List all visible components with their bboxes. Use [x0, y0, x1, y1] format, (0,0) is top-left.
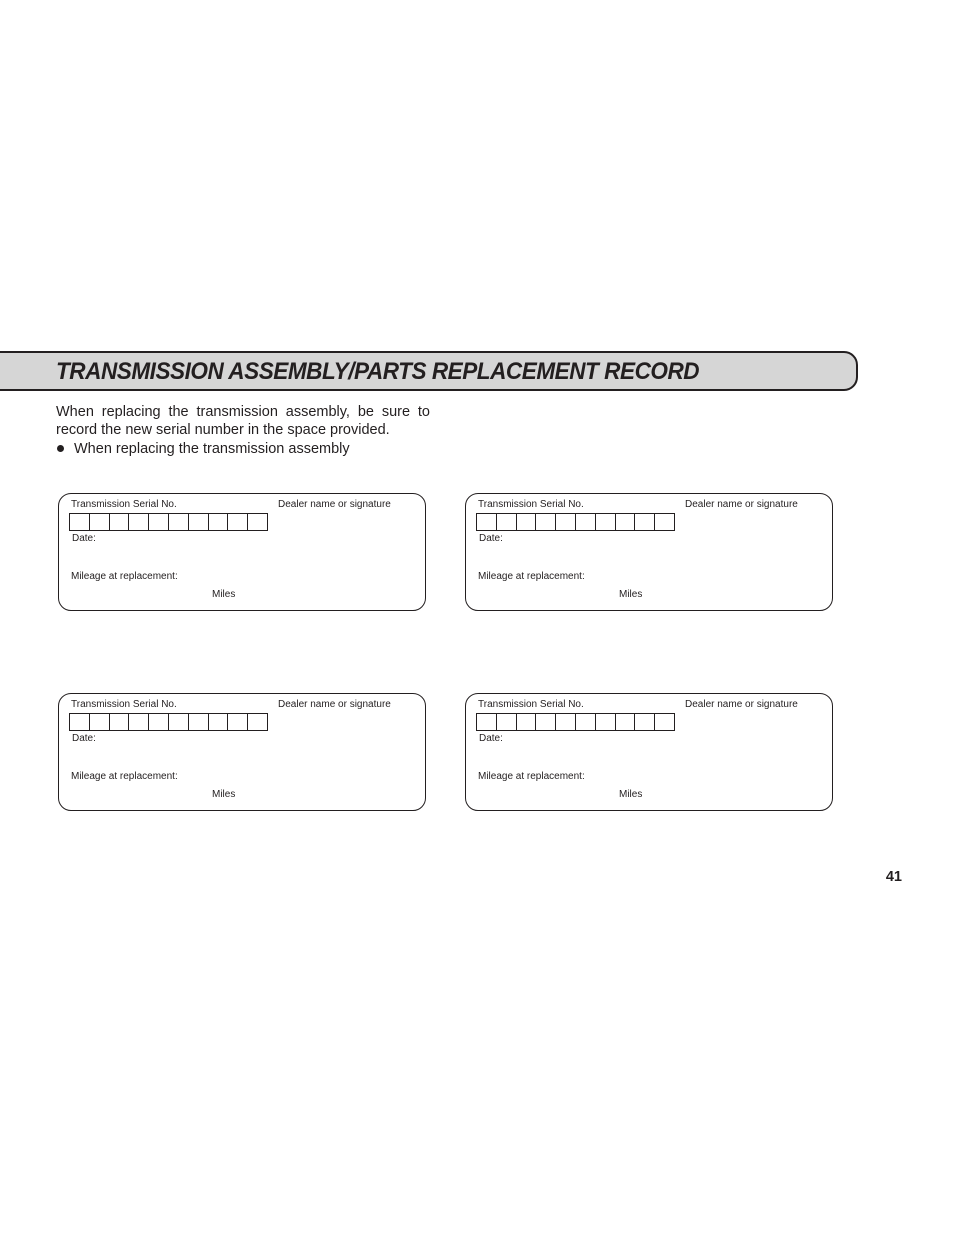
- serial-digit-box[interactable]: [596, 513, 616, 531]
- dealer-signature-field[interactable]: Dealer name or signature: [685, 499, 798, 510]
- serial-digit-box[interactable]: [517, 513, 537, 531]
- serial-digit-box[interactable]: [576, 713, 596, 731]
- serial-digit-box[interactable]: [169, 713, 189, 731]
- mileage-field[interactable]: Mileage at replacement:: [478, 771, 585, 782]
- bullet-text: When replacing the transmission assembly: [74, 441, 350, 457]
- replacement-record-card-4: [465, 693, 833, 811]
- serial-digit-box[interactable]: [556, 713, 576, 731]
- date-field[interactable]: Date:: [72, 533, 96, 544]
- miles-unit-label: Miles: [212, 789, 236, 800]
- serial-digit-box[interactable]: [477, 713, 497, 731]
- serial-digit-box[interactable]: [129, 713, 149, 731]
- mileage-field[interactable]: Mileage at replacement:: [71, 571, 178, 582]
- serial-digit-box[interactable]: [169, 513, 189, 531]
- serial-number-label: Transmission Serial No.: [71, 499, 177, 510]
- serial-digit-box[interactable]: [90, 513, 110, 531]
- serial-digit-box[interactable]: [70, 713, 90, 731]
- serial-digit-box[interactable]: [497, 513, 517, 531]
- intro-paragraph: [56, 404, 430, 439]
- serial-number-boxes[interactable]: [69, 513, 268, 531]
- serial-digit-box[interactable]: [635, 713, 655, 731]
- serial-digit-box[interactable]: [556, 513, 576, 531]
- serial-digit-box[interactable]: [248, 513, 268, 531]
- page-number: 41: [885, 869, 902, 885]
- serial-digit-box[interactable]: [90, 713, 110, 731]
- serial-digit-box[interactable]: [209, 513, 229, 531]
- date-field[interactable]: Date:: [479, 733, 503, 744]
- serial-digit-box[interactable]: [596, 713, 616, 731]
- mileage-field[interactable]: Mileage at replacement:: [478, 571, 585, 582]
- miles-unit-label: Miles: [212, 589, 236, 600]
- serial-digit-box[interactable]: [477, 513, 497, 531]
- serial-digit-box[interactable]: [149, 713, 169, 731]
- mileage-field[interactable]: Mileage at replacement:: [71, 771, 178, 782]
- serial-digit-box[interactable]: [189, 513, 209, 531]
- serial-digit-box[interactable]: [248, 713, 268, 731]
- date-field[interactable]: Date:: [72, 733, 96, 744]
- serial-digit-box[interactable]: [576, 513, 596, 531]
- serial-number-boxes[interactable]: [476, 713, 675, 731]
- serial-number-label: Transmission Serial No.: [71, 699, 177, 710]
- replacement-record-card-2: [465, 493, 833, 611]
- serial-digit-box[interactable]: [616, 513, 636, 531]
- serial-number-boxes[interactable]: [476, 513, 675, 531]
- serial-digit-box[interactable]: [536, 713, 556, 731]
- serial-digit-box[interactable]: [635, 513, 655, 531]
- serial-digit-box[interactable]: [655, 713, 675, 731]
- serial-digit-box[interactable]: [110, 713, 130, 731]
- serial-number-label: Transmission Serial No.: [478, 499, 584, 510]
- dealer-signature-field[interactable]: Dealer name or signature: [278, 499, 391, 510]
- dealer-signature-field[interactable]: Dealer name or signature: [685, 699, 798, 710]
- serial-number-label: Transmission Serial No.: [478, 699, 584, 710]
- serial-number-boxes[interactable]: [69, 713, 268, 731]
- bullet-icon: [57, 445, 64, 452]
- replacement-record-card-1: [58, 493, 426, 611]
- serial-digit-box[interactable]: [110, 513, 130, 531]
- serial-digit-box[interactable]: [209, 713, 229, 731]
- serial-digit-box[interactable]: [228, 513, 248, 531]
- serial-digit-box[interactable]: [228, 713, 248, 731]
- serial-digit-box[interactable]: [70, 513, 90, 531]
- bullet-item: [56, 441, 350, 459]
- miles-unit-label: Miles: [619, 589, 643, 600]
- serial-digit-box[interactable]: [497, 713, 517, 731]
- intro-text: When replacing the transmission assembly, be sure to record the new serial number in the space provided.: [56, 404, 430, 438]
- serial-digit-box[interactable]: [536, 513, 556, 531]
- miles-unit-label: Miles: [619, 789, 643, 800]
- serial-digit-box[interactable]: [149, 513, 169, 531]
- serial-digit-box[interactable]: [655, 513, 675, 531]
- serial-digit-box[interactable]: [517, 713, 537, 731]
- dealer-signature-field[interactable]: Dealer name or signature: [278, 699, 391, 710]
- serial-digit-box[interactable]: [189, 713, 209, 731]
- date-field[interactable]: Date:: [479, 533, 503, 544]
- serial-digit-box[interactable]: [129, 513, 149, 531]
- serial-digit-box[interactable]: [616, 713, 636, 731]
- replacement-record-card-3: [58, 693, 426, 811]
- page-title: TRANSMISSION ASSEMBLY/PARTS REPLACEMENT RECORD: [56, 358, 700, 385]
